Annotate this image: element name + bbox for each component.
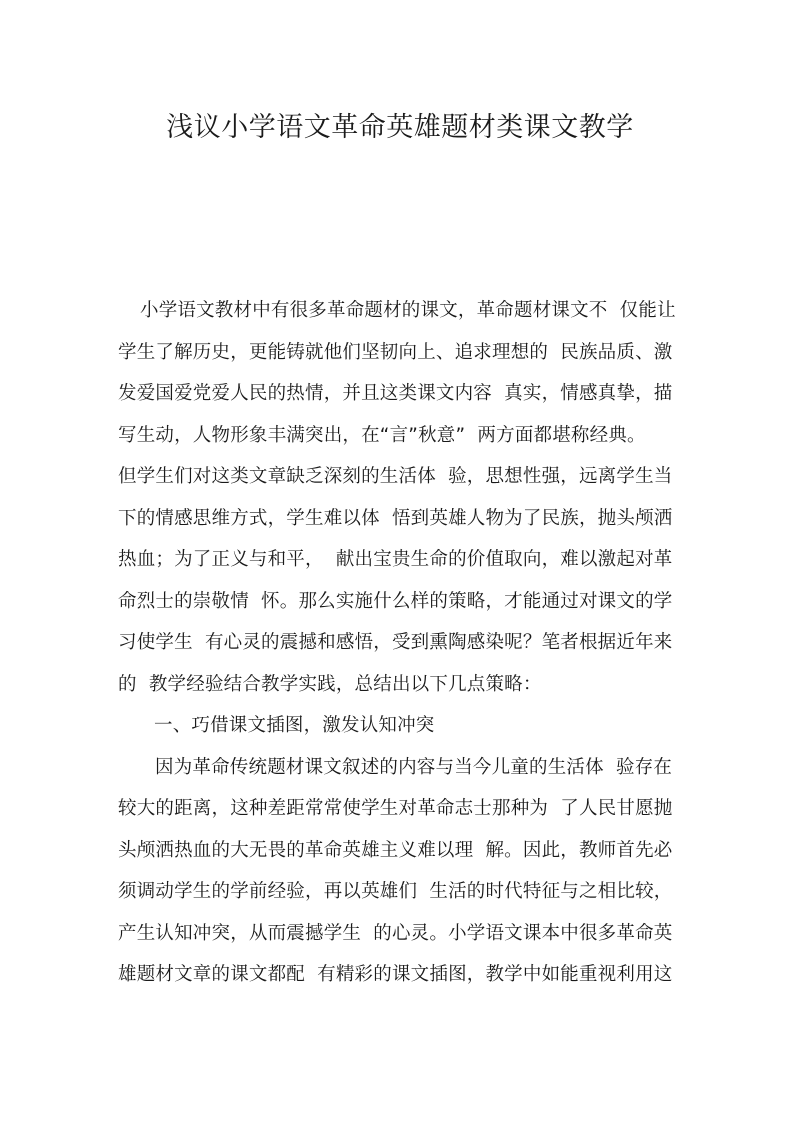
paragraph-1-line-2: 学生了解历史，更能铸就他们坚韧向上、追求理想的 民族品质、激 (118, 342, 673, 363)
paragraph-1-line-6: 下的情感思维方式，学生难以体 悟到英雄人物为了民族，抛头颅洒 (118, 508, 673, 529)
paragraph-1-line-4: 写生动，人物形象丰满突出，在“言”秋意” 两方面都堪称经典。 (118, 425, 646, 446)
paragraph-1-line-3: 发爱国爱党爱人民的热情，并且这类课文内容 真实，情感真挚，描 (118, 383, 673, 404)
paragraph-2-line-3: 头颅洒热血的大无畏的革命英雄主义难以理 解。因此，教师首先必 (118, 840, 673, 861)
paragraph-1-line-8: 命烈士的崇敬情 怀。那么实施什么样的策略，才能通过对课文的学 (118, 591, 673, 612)
document-title: 浅议小学语文革命英雄题材类课文教学 (166, 112, 634, 143)
paragraph-2-line-4: 须调动学生的学前经验，再以英雄们 生活的时代特征与之相比较， (118, 881, 673, 902)
paragraph-2-line-6: 雄题材文章的课文都配 有精彩的课文插图，教学中如能重视利用这 (118, 964, 673, 985)
section-heading-1: 一、巧借课文插图，激发认知冲突 (154, 715, 435, 736)
paragraph-1-line-10: 的 教学经验结合教学实践，总结出以下几点策略： (118, 674, 542, 695)
paragraph-2-line-1: 因为革命传统题材课文叙述的内容与当今儿童的生活体 验存在 (155, 757, 673, 778)
paragraph-1-line-7: 热血；为了正义与和平， 献出宝贵生命的价值取向，难以激起对革 (118, 549, 673, 570)
paragraph-1-line-5: 但学生们对这类文章缺乏深刻的生活体 验，思想性强，远离学生当 (118, 466, 673, 487)
paragraph-1-line-9: 习使学生 有心灵的震撼和感悟，受到熏陶感染呢？笔者根据近年来 (118, 632, 673, 653)
paragraph-2-line-2: 较大的距离，这种差距常常使学生对革命志士那种为 了人民甘愿抛 (118, 798, 673, 819)
paragraph-2-line-5: 产生认知冲突，从而震撼学生 的心灵。小学语文课本中很多革命英 (118, 923, 673, 944)
paragraph-1-line-1: 小学语文教材中有很多革命题材的课文，革命题材课文不 仅能让 (140, 300, 676, 321)
